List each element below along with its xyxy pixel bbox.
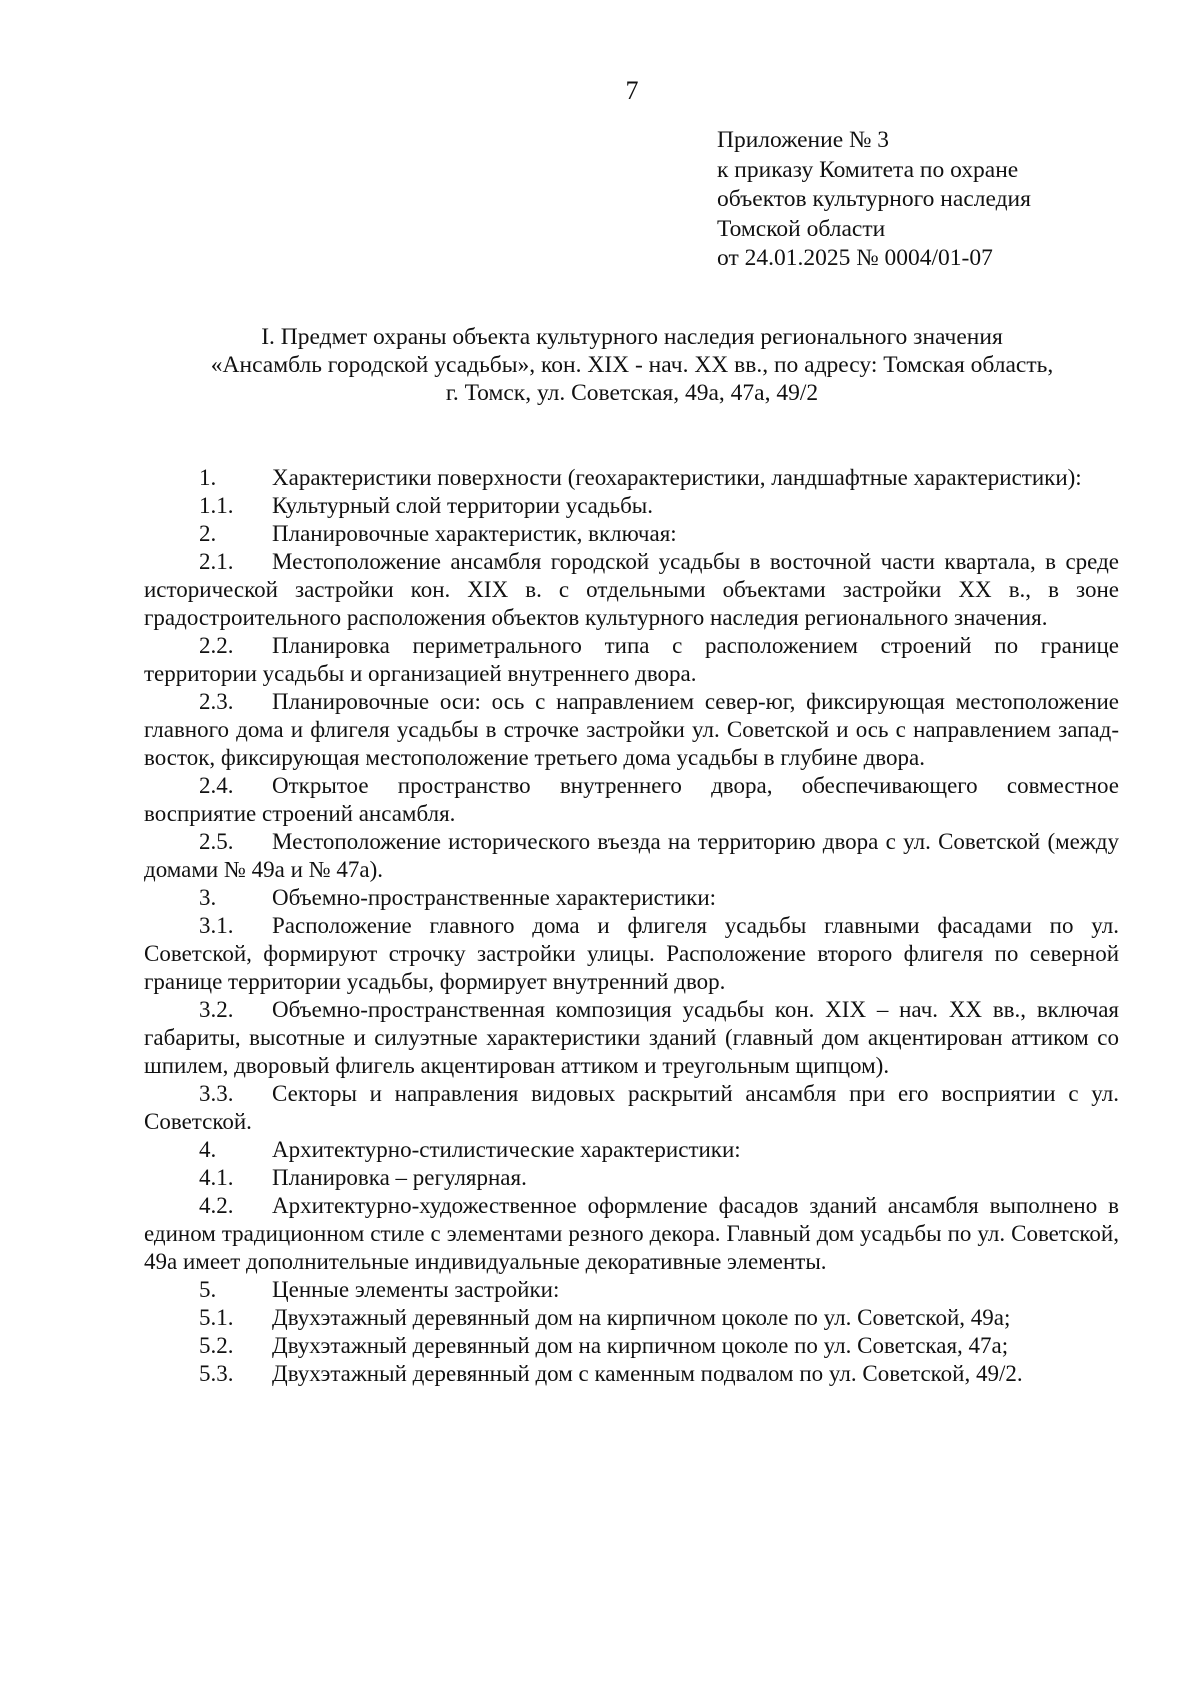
appendix-line: к приказу Комитета по охране xyxy=(717,156,1019,183)
appendix-block xyxy=(717,126,1187,274)
list-item xyxy=(144,464,1119,492)
item-number: 5.2. xyxy=(199,1333,234,1358)
list-item xyxy=(144,1276,1119,1304)
list-item xyxy=(144,828,1119,884)
list-item xyxy=(144,1136,1119,1164)
item-text: Объемно-пространственная композиция усадьбы кон. XIX – нач. XX вв., включая габариты, высотные и силуэтные характеристики зданий (главный дом акцентирован аттиком со шпилем, дворовый флигель акцентирован аттиком и треугольным щипцом). xyxy=(144,997,1119,1078)
heading-line: г. Томск, ул. Советская, 49а, 47а, 49/2 xyxy=(445,380,819,406)
item-text: Местоположение исторического въезда на территорию двора с ул. Советской (между домами № 49а и № 47а). xyxy=(144,829,1119,882)
list-item xyxy=(144,1080,1119,1136)
item-number: 3.3. xyxy=(199,1081,234,1106)
heading-line: I. Предмет охраны объекта культурного наследия регионального значения xyxy=(261,324,1003,350)
list-item xyxy=(144,688,1119,772)
item-number: 2.3. xyxy=(199,689,234,714)
item-number: 5.1. xyxy=(199,1305,234,1330)
item-number: 2.2. xyxy=(199,633,234,658)
list-item xyxy=(144,1332,1119,1360)
item-text: Объемно-пространственные характеристики: xyxy=(272,885,717,910)
item-text: Секторы и направления видовых раскрытий ансамбля при его восприятии с ул. Советской. xyxy=(144,1081,1119,1134)
item-number: 3.1. xyxy=(199,913,234,938)
item-number: 1.1. xyxy=(199,493,234,518)
item-number: 4. xyxy=(199,1137,217,1162)
appendix-line: Томской области xyxy=(717,215,886,242)
item-number: 4.1. xyxy=(199,1165,234,1190)
list-item xyxy=(144,1304,1119,1332)
item-text: Местоположение ансамбля городской усадьбы в восточной части квартала, в среде исторической застройки кон. XIX в. с отдельными объектами застройки XX в., в зоне градостроительного расположения объектов культурного наследия регионального значения. xyxy=(144,549,1119,630)
item-number: 5.3. xyxy=(199,1361,234,1386)
protection-items-list xyxy=(144,464,1119,1388)
list-item xyxy=(144,1360,1119,1388)
item-text: Характеристики поверхности (геохарактеристики, ландшафтные характеристики): xyxy=(272,465,1082,490)
page-number: 7 xyxy=(625,76,639,105)
list-item xyxy=(144,1164,1119,1192)
item-number: 2.1. xyxy=(199,549,234,574)
item-text: Двухэтажный деревянный дом на кирпичном цоколе по ул. Советская, 47а; xyxy=(272,1333,1009,1358)
list-item xyxy=(144,912,1119,996)
appendix-line: от 24.01.2025 № 0004/01-07 xyxy=(717,245,993,271)
list-item xyxy=(144,492,1119,520)
list-item xyxy=(144,996,1119,1080)
list-item xyxy=(144,772,1119,828)
item-number: 5. xyxy=(199,1277,217,1302)
item-number: 2.5. xyxy=(199,829,234,854)
item-number: 3.2. xyxy=(199,997,234,1022)
appendix-line: объектов культурного наследия xyxy=(717,186,1031,212)
item-text: Планировка – регулярная. xyxy=(272,1165,527,1190)
item-text: Архитектурно-стилистические характеристики: xyxy=(272,1137,741,1162)
list-item xyxy=(144,884,1119,912)
list-item xyxy=(144,548,1119,632)
item-text: Планировочные оси: ось с направлением север-юг, фиксирующая местоположение главного дома и флигеля усадьбы в строчке застройки ул. Советской и ось с направлением запад-восток, фиксирующая местоположение третьего дома усадьбы в глубине двора. xyxy=(144,689,1119,770)
list-item xyxy=(144,632,1119,688)
list-item xyxy=(144,1192,1119,1276)
item-text: Планировка периметрального типа с расположением строений по границе территории усадьбы и организацией внутреннего двора. xyxy=(144,633,1119,686)
item-number: 3. xyxy=(199,885,217,910)
item-text: Двухэтажный деревянный дом на кирпичном цоколе по ул. Советской, 49а; xyxy=(272,1305,1011,1330)
item-number: 2.4. xyxy=(199,773,234,798)
item-text: Архитектурно-художественное оформление фасадов зданий ансамбля выполнено в едином традиционном стиле с элементами резного декора. Главный дом усадьбы по ул. Советской, 49а имеет дополнительные индивидуальные декоративные элементы. xyxy=(144,1193,1119,1274)
item-number: 1. xyxy=(199,465,217,490)
item-number: 2. xyxy=(199,521,217,546)
appendix-line: Приложение № 3 xyxy=(717,127,890,153)
heading-line: «Ансамбль городской усадьбы», кон. XIX - нач. XX вв., по адресу: Томская область, xyxy=(210,352,1054,378)
item-number: 4.2. xyxy=(199,1193,234,1218)
item-text: Планировочные характеристик, включая: xyxy=(272,521,677,546)
section-heading xyxy=(140,323,1124,407)
item-text: Открытое пространство внутреннего двора, обеспечивающего совместное восприятие строений ансамбля. xyxy=(144,773,1119,826)
list-item xyxy=(144,520,1119,548)
item-text: Расположение главного дома и флигеля усадьбы главными фасадами по ул. Советской, формируют строчку застройки улицы. Расположение второго флигеля по северной границе территории усадьбы, формирует внутренний двор. xyxy=(144,913,1119,994)
item-text: Культурный слой территории усадьбы. xyxy=(272,493,653,518)
item-text: Двухэтажный деревянный дом с каменным подвалом по ул. Советской, 49/2. xyxy=(272,1361,1023,1386)
item-text: Ценные элементы застройки: xyxy=(272,1277,560,1302)
